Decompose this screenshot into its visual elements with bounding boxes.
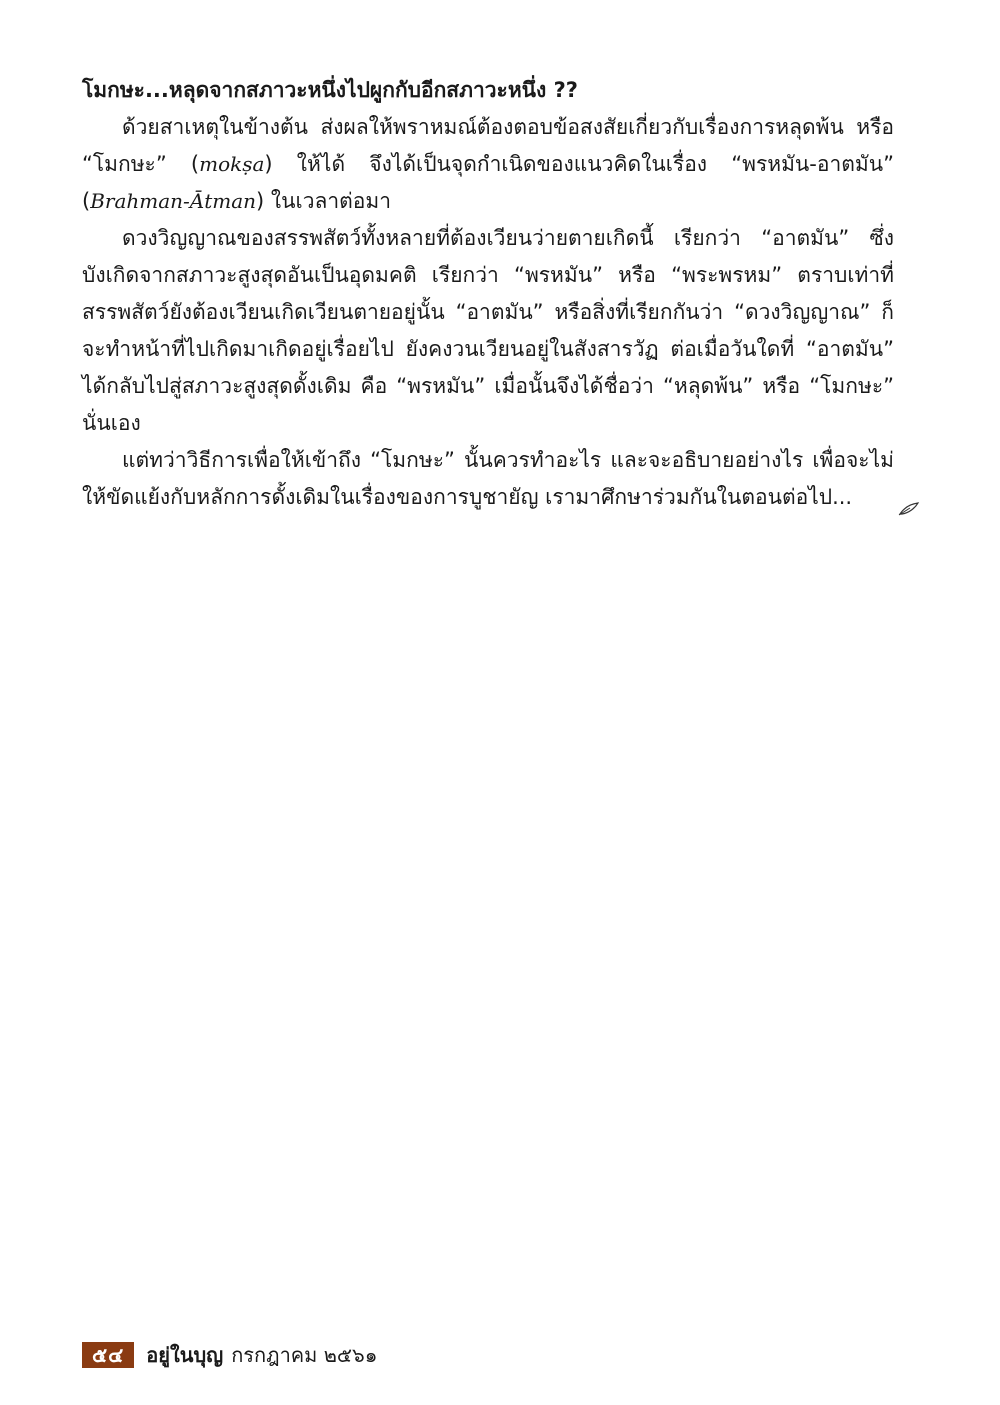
- paragraph-1: [82, 109, 894, 220]
- page-footer: [82, 1340, 377, 1370]
- paragraph-2: ดวงวิญญาณของสรรพสัตว์ทั้งหลายที่ต้องเวียนว่ายตายเกิดนี้ เรียกว่า “อาตมัน” ซึ่งบังเกิดจากสภาวะสูงสุดอันเป็นอุดมคติ เรียกว่า “พรหมัน” หรือ “พระพรหม” ตราบเท่าที่สรรพสัตว์ยังต้องเวียนเกิดเวียนตายอยู่นั้น “อาตมัน” หรือสิ่งที่เรียกกันว่า “ดวงวิญญาณ” ก็จะทำหน้าที่ไปเกิดมาเกิดอยู่เรื่อยไป ยังคงวนเวียนอยู่ในสังสารวัฏ ต่อเมื่อวันใดที่ “อาตมัน” ได้กลับไปสู่สภาวะสูงสุดดั้งเดิม คือ “พรหมัน” เมื่อนั้นจึงได้ชื่อว่า “หลุดพ้น” หรือ “โมกษะ” นั่นเอง: [82, 226, 894, 435]
- page-number: ๕๔: [82, 1342, 134, 1368]
- paragraph-3-text: แต่ทว่าวิธีการเพื่อให้เข้าถึง “โมกษะ” นั้นควรทำอะไร และจะอธิบายอย่างไร เพื่อจะไม่ให้ขัดแย้งกับหลักการดั้งเดิมในเรื่องของการบูชายัญ เรามาศึกษาร่วมกันในตอนต่อไป...: [82, 448, 894, 509]
- paragraph-1-text-c: ) ให้ได้ จึงได้เป็นจุดกำเนิดของแนวคิดในเรื่อง “พรหมัน-อาตมัน” (: [82, 152, 894, 213]
- magazine-title: อยู่ในบุญ: [146, 1343, 224, 1367]
- term-brahman-atman: Brahman-Ātman: [90, 189, 257, 213]
- section-heading: โมกษะ...หลุดจากสภาวะหนึ่งไปผูกกับอีกสภาวะหนึ่ง ??: [82, 78, 578, 102]
- issue-date: กรกฎาคม ๒๕๖๑: [231, 1343, 378, 1367]
- term-moksa: mokṣa: [199, 152, 265, 176]
- feather-icon: [858, 491, 880, 505]
- paragraph-1-text-a: ด้วยสาเหตุในข้างต้น ส่งผลให้พราหมณ์ต้องตอบข้อสงสัยเกี่ยวกับเรื่องการหลุดพ้น หรือ “โมกษะ” (: [82, 115, 894, 176]
- paragraph-1-text-e: ) ในเวลาต่อมา: [256, 189, 392, 213]
- article-body: [82, 72, 894, 516]
- paragraph-3: [82, 442, 894, 516]
